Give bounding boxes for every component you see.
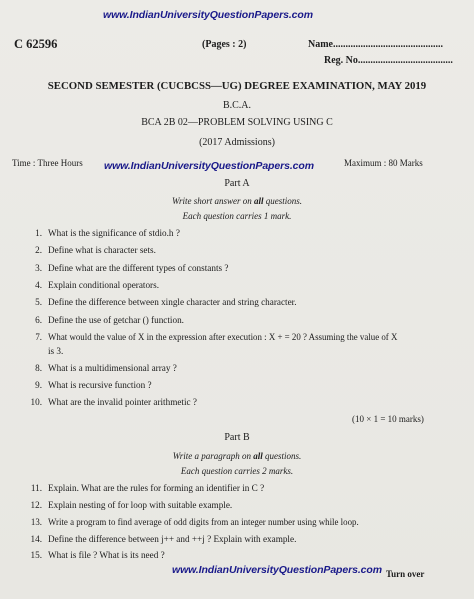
question-item: 14. Define the difference between j++ and ++j ? Explain with example.: [30, 534, 297, 544]
question-item: 1. What is the significance of stdio.h ?: [35, 228, 180, 238]
exam-title: SECOND SEMESTER (CUCBCSS—UG) DEGREE EXAMINATION, MAY 2019: [47, 80, 427, 92]
time-allowed: Time : Three Hours: [12, 158, 83, 168]
watermark-bottom: www.IndianUniversityQuestionPapers.com: [172, 564, 382, 576]
question-item: 8. What is a multidimensional array ?: [35, 363, 177, 373]
degree-name: B.C.A.: [222, 100, 252, 111]
part-a-instruction: Write short answer on all questions.: [171, 196, 303, 206]
question-item: 11. Explain. What are the rules for forming an identifier in C ?: [30, 483, 265, 493]
question-item: 15. What is file ? What is its need ?: [30, 550, 165, 560]
question-item: 12. Explain nesting of for loop with suitable example.: [30, 500, 233, 510]
watermark-middle: www.IndianUniversityQuestionPapers.com: [104, 160, 314, 172]
name-field: Name............................................: [308, 39, 443, 50]
question-item: 10. What are the invalid pointer arithmetic ?: [30, 397, 197, 407]
reg-no-label: Reg. No: [324, 55, 358, 66]
part-b-marks-note: Each question carries 2 marks.: [180, 466, 294, 476]
admissions-year: (2017 Admissions): [199, 137, 275, 148]
question-item: 5. Define the difference between xingle character and string character.: [35, 297, 297, 307]
part-a-title: Part A: [224, 178, 250, 189]
question-item: 2. Define what is character sets.: [35, 245, 156, 255]
name-label: Name: [308, 39, 333, 50]
course-title: BCA 2B 02—PROBLEM SOLVING USING C: [141, 117, 333, 128]
watermark-top: www.IndianUniversityQuestionPapers.com: [103, 9, 313, 21]
page-count: (Pages : 2): [202, 39, 247, 50]
question-continuation: is 3.: [48, 346, 64, 356]
question-item: 9. What is recursive function ?: [35, 380, 152, 390]
question-item: 3. Define what are the different types of constants ?: [35, 263, 229, 273]
reg-no-field: Reg. No......................................: [324, 55, 453, 66]
question-item: 4. Explain conditional operators.: [35, 280, 159, 290]
turn-over-label: Turn over: [386, 569, 425, 579]
maximum-marks: Maximum : 80 Marks: [344, 158, 423, 168]
part-a-total-marks: (10 × 1 = 10 marks): [352, 414, 424, 424]
question-item: 13. Write a program to find average of odd digits from an integer number using while loop.: [30, 517, 359, 527]
question-item: 6. Define the use of getchar () function.: [35, 315, 184, 325]
paper-code: C 62596: [14, 37, 58, 51]
part-b-instruction: Write a paragraph on all questions.: [172, 451, 302, 461]
part-b-title: Part B: [224, 432, 250, 443]
part-a-marks-note: Each question carries 1 mark.: [182, 211, 292, 221]
question-item: 7. What would the value of X in the expression after execution : X + = 20 ? Assuming the value of X: [35, 332, 398, 342]
